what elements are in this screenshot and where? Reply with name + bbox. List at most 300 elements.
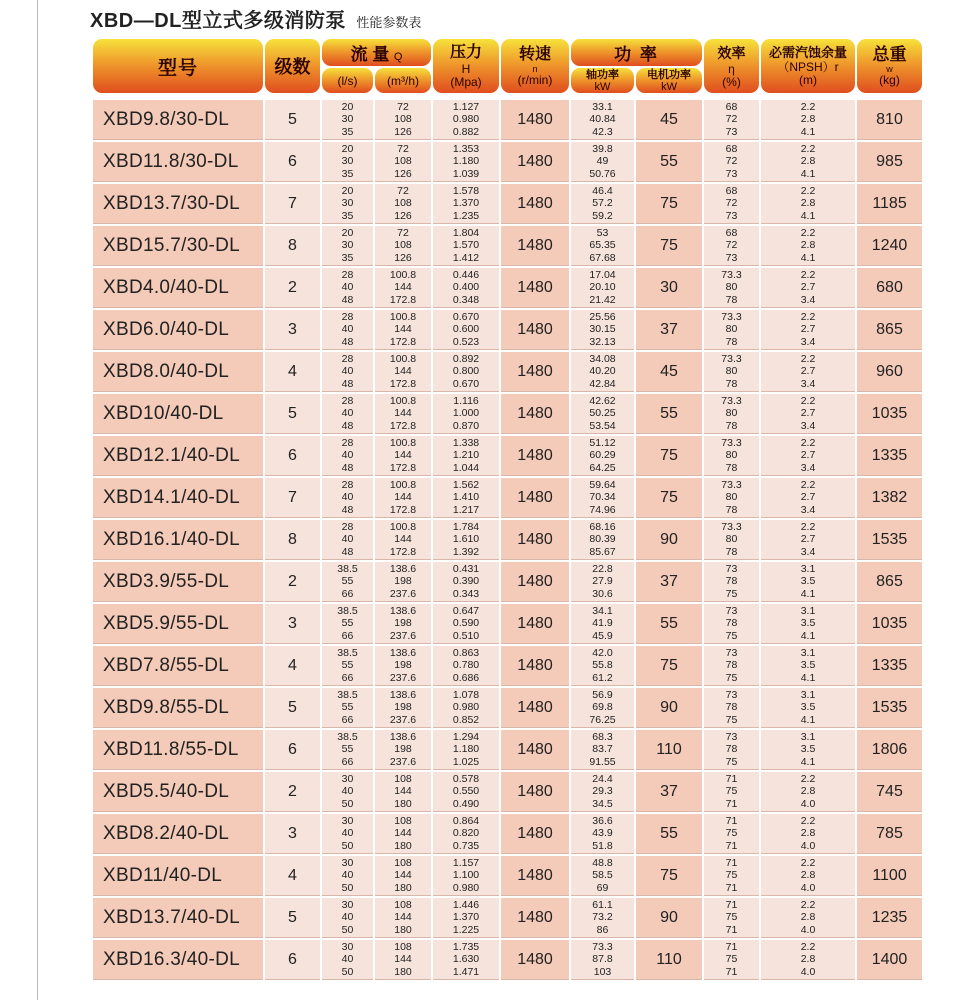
efficiency-cell-value: 78	[725, 659, 738, 672]
pressure-cell-value: 1.804	[452, 226, 480, 239]
flow-ls-cell-value: 30	[341, 155, 354, 168]
shaft-power-cell-value: 65.35	[589, 239, 616, 252]
flow-m3h-cell-value: 100.8	[389, 394, 417, 407]
shaft-power-cell-value: 30.6	[592, 587, 613, 600]
flow-m3h-cell-value: 172.8	[389, 419, 417, 432]
pressure-cell-value: 0.343	[452, 587, 480, 600]
flow-ls-cell-value: 20	[341, 142, 354, 155]
table-row	[93, 142, 922, 182]
shaft-power-cell	[571, 730, 634, 770]
flow-ls-cell-value: 40	[341, 869, 354, 882]
table-row	[93, 478, 922, 518]
flow-m3h-cell-value: 126	[394, 209, 412, 222]
flow-m3h-cell-value: 126	[394, 251, 412, 264]
header-shaft-power-label: 轴功率	[586, 68, 619, 81]
stages-cell: 5	[265, 394, 320, 434]
npsh-cell-value: 4.1	[800, 209, 816, 222]
pressure-cell	[433, 562, 499, 602]
efficiency-cell-value: 71	[725, 898, 738, 911]
npsh-cell	[761, 478, 855, 518]
motor-power-cell: 37	[636, 562, 702, 602]
npsh-cell-value: 3.5	[800, 701, 816, 714]
performance-table	[91, 37, 924, 982]
efficiency-cell-value: 78	[725, 545, 738, 558]
flow-m3h-cell-value: 108	[394, 772, 412, 785]
npsh-cell-value: 2.2	[800, 100, 816, 113]
model-cell: XBD9.8/30-DL	[93, 100, 263, 140]
flow-m3h-cell-value: 144	[394, 533, 412, 546]
shaft-power-cell-value: 59.64	[589, 478, 616, 491]
shaft-power-cell-value: 67.68	[589, 251, 616, 264]
speed-cell: 1480	[501, 898, 569, 938]
efficiency-cell	[704, 184, 759, 224]
shaft-power-cell-value: 73.3	[592, 940, 613, 953]
shaft-power-cell	[571, 184, 634, 224]
model-cell: XBD12.1/40-DL	[93, 436, 263, 476]
flow-m3h-cell-value: 172.8	[389, 503, 417, 516]
flow-ls-cell-value: 48	[341, 293, 354, 306]
flow-ls-cell-value: 40	[341, 281, 354, 294]
efficiency-cell-value: 80	[725, 281, 738, 294]
shaft-power-cell-value: 56.9	[592, 688, 613, 701]
stages-cell: 7	[265, 184, 320, 224]
npsh-cell	[761, 310, 855, 350]
pressure-cell	[433, 814, 499, 854]
flow-m3h-cell	[375, 226, 431, 266]
shaft-power-cell-value: 30.15	[589, 323, 616, 336]
flow-m3h-cell-value: 172.8	[389, 335, 417, 348]
npsh-cell-value: 2.7	[800, 281, 816, 294]
flow-ls-cell-value: 48	[341, 503, 354, 516]
flow-ls-cell-value: 66	[341, 713, 354, 726]
npsh-cell-value: 2.8	[800, 239, 816, 252]
efficiency-cell-value: 73	[725, 209, 738, 222]
table-row	[93, 730, 922, 770]
npsh-cell	[761, 772, 855, 812]
flow-m3h-cell-value: 144	[394, 827, 412, 840]
header-npsh-unit: (m)	[799, 73, 818, 87]
shaft-power-cell-value: 70.34	[589, 491, 616, 504]
flow-ls-cell-value: 38.5	[337, 604, 358, 617]
flow-ls-cell-value: 30	[341, 772, 354, 785]
npsh-cell	[761, 100, 855, 140]
stages-cell: 4	[265, 856, 320, 896]
shaft-power-cell-value: 61.1	[592, 898, 613, 911]
pressure-cell-value: 0.600	[452, 323, 480, 336]
header-weight-unit: (kg)	[879, 73, 900, 87]
efficiency-cell-value: 75	[725, 629, 738, 642]
shaft-power-cell	[571, 142, 634, 182]
npsh-cell-value: 2.7	[800, 407, 816, 420]
efficiency-cell-value: 78	[725, 461, 738, 474]
flow-m3h-cell-value: 198	[394, 701, 412, 714]
shaft-power-cell-value: 34.5	[592, 797, 613, 810]
pressure-cell-value: 0.348	[452, 293, 480, 306]
flow-m3h-cell-value: 108	[394, 155, 412, 168]
flow-ls-cell-value: 40	[341, 407, 354, 420]
flow-m3h-cell	[375, 142, 431, 182]
shaft-power-cell-value: 87.8	[592, 953, 613, 966]
flow-ls-cell	[322, 520, 373, 560]
header-flow-symbol: Q	[393, 51, 403, 63]
pressure-cell-value: 0.431	[452, 562, 480, 575]
npsh-cell-value: 2.2	[800, 772, 816, 785]
npsh-cell	[761, 856, 855, 896]
table-row	[93, 520, 922, 560]
flow-ls-cell-value: 55	[341, 575, 354, 588]
table-row	[93, 940, 922, 980]
npsh-cell-value: 2.8	[800, 827, 816, 840]
pressure-cell-value: 1.217	[452, 503, 480, 516]
pressure-cell	[433, 730, 499, 770]
flow-ls-cell-value: 28	[341, 310, 354, 323]
table-body	[93, 100, 922, 980]
flow-m3h-cell-value: 144	[394, 953, 412, 966]
npsh-cell-value: 2.2	[800, 142, 816, 155]
flow-m3h-cell	[375, 520, 431, 560]
pressure-cell	[433, 142, 499, 182]
pressure-cell	[433, 226, 499, 266]
efficiency-cell	[704, 856, 759, 896]
npsh-cell-value: 2.2	[800, 856, 816, 869]
efficiency-cell	[704, 520, 759, 560]
flow-ls-cell-value: 38.5	[337, 688, 358, 701]
npsh-cell-value: 2.7	[800, 323, 816, 336]
efficiency-cell	[704, 688, 759, 728]
pressure-cell-value: 0.735	[452, 839, 480, 852]
npsh-cell-value: 3.4	[800, 503, 816, 516]
flow-m3h-cell-value: 138.6	[389, 688, 417, 701]
pressure-cell-value: 1.225	[452, 923, 480, 936]
flow-m3h-cell-value: 72	[397, 226, 409, 239]
speed-cell: 1480	[501, 562, 569, 602]
efficiency-cell-value: 68	[725, 226, 738, 239]
npsh-cell-value: 2.2	[800, 184, 816, 197]
flow-ls-cell-value: 50	[341, 839, 354, 852]
npsh-cell	[761, 520, 855, 560]
shaft-power-cell	[571, 940, 634, 980]
header-efficiency	[704, 39, 759, 93]
header-motor-power-label: 电机功率	[647, 68, 691, 81]
efficiency-cell	[704, 100, 759, 140]
flow-m3h-cell-value: 198	[394, 575, 412, 588]
efficiency-cell-value: 71	[725, 797, 738, 810]
header-speed-symbol: n	[532, 64, 538, 74]
motor-power-cell: 75	[636, 856, 702, 896]
npsh-cell-value: 4.1	[800, 629, 816, 642]
model-cell: XBD13.7/30-DL	[93, 184, 263, 224]
shaft-power-cell-value: 36.6	[592, 814, 613, 827]
pressure-cell-value: 1.392	[452, 545, 480, 558]
npsh-cell-value: 2.8	[800, 113, 816, 126]
flow-ls-cell	[322, 100, 373, 140]
pressure-cell-value: 0.590	[452, 617, 480, 630]
npsh-cell-value: 3.1	[800, 646, 816, 659]
pressure-cell-value: 0.820	[452, 827, 480, 840]
npsh-cell	[761, 352, 855, 392]
model-cell: XBD14.1/40-DL	[93, 478, 263, 518]
npsh-cell-value: 3.4	[800, 377, 816, 390]
efficiency-cell-value: 71	[725, 772, 738, 785]
shaft-power-cell-value: 55.8	[592, 659, 613, 672]
flow-ls-cell-value: 66	[341, 629, 354, 642]
flow-m3h-cell-value: 144	[394, 323, 412, 336]
flow-ls-cell-value: 40	[341, 785, 354, 798]
efficiency-cell-value: 73	[725, 251, 738, 264]
flow-ls-cell-value: 35	[341, 209, 354, 222]
efficiency-cell-value: 73	[725, 167, 738, 180]
flow-ls-cell-value: 48	[341, 377, 354, 390]
npsh-cell-value: 4.1	[800, 587, 816, 600]
shaft-power-cell	[571, 520, 634, 560]
efficiency-cell-value: 68	[725, 184, 738, 197]
efficiency-cell-value: 71	[725, 856, 738, 869]
speed-cell: 1480	[501, 772, 569, 812]
efficiency-cell-value: 71	[725, 881, 738, 894]
header-weight-symbol: w	[886, 64, 893, 74]
shaft-power-cell-value: 42.3	[592, 125, 613, 138]
flow-ls-cell-value: 40	[341, 911, 354, 924]
motor-power-cell: 37	[636, 772, 702, 812]
efficiency-cell-value: 78	[725, 575, 738, 588]
efficiency-cell-value: 73.3	[721, 478, 742, 491]
pressure-cell-value: 1.000	[452, 407, 480, 420]
header-shaft-power-unit: kW	[594, 80, 611, 93]
pressure-cell-value: 1.410	[452, 491, 480, 504]
pressure-cell-value: 1.630	[452, 953, 480, 966]
flow-ls-cell-value: 30	[341, 856, 354, 869]
model-cell: XBD9.8/55-DL	[93, 688, 263, 728]
flow-ls-cell	[322, 352, 373, 392]
flow-m3h-cell-value: 144	[394, 869, 412, 882]
model-cell: XBD4.0/40-DL	[93, 268, 263, 308]
weight-cell: 865	[857, 562, 922, 602]
shaft-power-cell-value: 33.1	[592, 100, 613, 113]
npsh-cell-value: 2.8	[800, 785, 816, 798]
efficiency-cell-value: 73.3	[721, 310, 742, 323]
speed-cell: 1480	[501, 814, 569, 854]
table-header	[93, 39, 922, 98]
flow-ls-cell-value: 28	[341, 352, 354, 365]
pressure-cell-value: 1.039	[452, 167, 480, 180]
shaft-power-cell-value: 86	[596, 923, 609, 936]
model-cell: XBD3.9/55-DL	[93, 562, 263, 602]
shaft-power-cell-value: 34.08	[589, 352, 616, 365]
flow-ls-cell-value: 66	[341, 755, 354, 768]
pressure-cell	[433, 898, 499, 938]
table-row	[93, 604, 922, 644]
stages-cell: 8	[265, 520, 320, 560]
pressure-cell	[433, 520, 499, 560]
weight-cell: 810	[857, 100, 922, 140]
pressure-cell-value: 1.570	[452, 239, 480, 252]
pressure-cell-value: 0.670	[452, 310, 480, 323]
shaft-power-cell-value: 42.62	[589, 394, 616, 407]
efficiency-cell-value: 78	[725, 419, 738, 432]
shaft-power-cell-value: 91.55	[589, 755, 616, 768]
pressure-cell-value: 0.864	[452, 814, 480, 827]
flow-m3h-cell-value: 72	[397, 142, 409, 155]
flow-ls-cell-value: 28	[341, 268, 354, 281]
flow-m3h-cell-value: 198	[394, 743, 412, 756]
flow-ls-cell	[322, 856, 373, 896]
npsh-cell-value: 3.1	[800, 730, 816, 743]
model-cell: XBD11.8/30-DL	[93, 142, 263, 182]
pressure-cell-value: 0.780	[452, 659, 480, 672]
stages-cell: 2	[265, 268, 320, 308]
shaft-power-cell	[571, 856, 634, 896]
npsh-cell	[761, 226, 855, 266]
efficiency-cell-value: 73.3	[721, 520, 742, 533]
header-flow-ls: (l/s)	[322, 68, 373, 93]
pressure-cell-value: 1.562	[452, 478, 480, 491]
efficiency-cell-value: 80	[725, 491, 738, 504]
table-row	[93, 268, 922, 308]
npsh-cell-value: 2.2	[800, 310, 816, 323]
shaft-power-cell-value: 17.04	[589, 268, 616, 281]
flow-m3h-cell-value: 144	[394, 281, 412, 294]
npsh-cell-value: 2.7	[800, 449, 816, 462]
pressure-cell-value: 1.180	[452, 743, 480, 756]
npsh-cell-value: 4.1	[800, 167, 816, 180]
shaft-power-cell	[571, 478, 634, 518]
pressure-cell-value: 0.390	[452, 575, 480, 588]
pressure-cell-value: 1.784	[452, 520, 480, 533]
weight-cell: 985	[857, 142, 922, 182]
pressure-cell-value: 1.578	[452, 184, 480, 197]
npsh-cell-value: 4.1	[800, 125, 816, 138]
efficiency-cell-value: 68	[725, 100, 738, 113]
motor-power-cell: 75	[636, 436, 702, 476]
stages-cell: 5	[265, 100, 320, 140]
shaft-power-cell-value: 51.8	[592, 839, 613, 852]
npsh-cell-value: 2.8	[800, 155, 816, 168]
efficiency-cell-value: 73	[725, 688, 738, 701]
flow-m3h-cell-value: 108	[394, 239, 412, 252]
pressure-cell-value: 0.870	[452, 419, 480, 432]
header-efficiency-label: 效率	[717, 45, 746, 61]
npsh-cell-value: 2.8	[800, 953, 816, 966]
header-power: 功 率	[571, 39, 702, 66]
model-cell: XBD11/40-DL	[93, 856, 263, 896]
flow-ls-cell-value: 20	[341, 100, 354, 113]
flow-ls-cell-value: 38.5	[337, 562, 358, 575]
flow-ls-cell-value: 30	[341, 197, 354, 210]
speed-cell: 1480	[501, 184, 569, 224]
flow-m3h-cell	[375, 352, 431, 392]
motor-power-cell: 37	[636, 310, 702, 350]
flow-ls-cell-value: 50	[341, 797, 354, 810]
shaft-power-cell-value: 53.54	[589, 419, 616, 432]
efficiency-cell-value: 75	[725, 911, 738, 924]
flow-m3h-cell-value: 126	[394, 125, 412, 138]
speed-cell: 1480	[501, 142, 569, 182]
flow-m3h-cell	[375, 394, 431, 434]
flow-ls-cell-value: 28	[341, 436, 354, 449]
flow-m3h-cell	[375, 814, 431, 854]
efficiency-cell-value: 78	[725, 335, 738, 348]
flow-m3h-cell-value: 72	[397, 100, 409, 113]
weight-cell: 1535	[857, 520, 922, 560]
efficiency-cell	[704, 268, 759, 308]
npsh-cell-value: 2.2	[800, 352, 816, 365]
flow-ls-cell	[322, 142, 373, 182]
flow-m3h-cell	[375, 730, 431, 770]
header-pressure-unit: (Mpa)	[450, 75, 482, 89]
flow-ls-cell	[322, 940, 373, 980]
shaft-power-cell-value: 69	[596, 881, 609, 894]
flow-m3h-cell	[375, 184, 431, 224]
pressure-cell-value: 0.400	[452, 281, 480, 294]
weight-cell: 680	[857, 268, 922, 308]
flow-ls-cell-value: 48	[341, 335, 354, 348]
npsh-cell	[761, 646, 855, 686]
title-sub: 性能参数表	[356, 15, 422, 30]
weight-cell: 745	[857, 772, 922, 812]
flow-ls-cell	[322, 226, 373, 266]
shaft-power-cell-value: 68.3	[592, 730, 613, 743]
efficiency-cell	[704, 478, 759, 518]
npsh-cell	[761, 688, 855, 728]
speed-cell: 1480	[501, 646, 569, 686]
shaft-power-cell-value: 29.3	[592, 785, 613, 798]
flow-m3h-cell	[375, 898, 431, 938]
model-cell: XBD8.2/40-DL	[93, 814, 263, 854]
npsh-cell-value: 2.2	[800, 436, 816, 449]
flow-ls-cell-value: 50	[341, 965, 354, 978]
shaft-power-cell-value: 42.84	[589, 377, 616, 390]
header-speed-unit: (r/min)	[517, 73, 553, 87]
npsh-cell	[761, 940, 855, 980]
flow-ls-cell-value: 40	[341, 323, 354, 336]
flow-m3h-cell-value: 237.6	[389, 713, 417, 726]
header-npsh-label: 必需汽蚀余量	[769, 45, 848, 60]
table-row	[93, 100, 922, 140]
table-row	[93, 772, 922, 812]
efficiency-cell	[704, 394, 759, 434]
npsh-cell-value: 2.2	[800, 478, 816, 491]
npsh-cell-value: 2.2	[800, 940, 816, 953]
flow-ls-cell	[322, 730, 373, 770]
npsh-cell-value: 4.0	[800, 923, 816, 936]
flow-m3h-cell-value: 100.8	[389, 478, 417, 491]
model-cell: XBD8.0/40-DL	[93, 352, 263, 392]
flow-ls-cell-value: 35	[341, 251, 354, 264]
pressure-cell-value: 1.044	[452, 461, 480, 474]
flow-m3h-cell-value: 108	[394, 940, 412, 953]
flow-m3h-cell	[375, 562, 431, 602]
motor-power-cell: 45	[636, 352, 702, 392]
flow-ls-cell-value: 50	[341, 923, 354, 936]
stages-cell: 4	[265, 646, 320, 686]
table-row	[93, 814, 922, 854]
shaft-power-cell-value: 73.2	[592, 911, 613, 924]
efficiency-cell	[704, 646, 759, 686]
flow-m3h-cell-value: 237.6	[389, 629, 417, 642]
flow-m3h-cell-value: 144	[394, 407, 412, 420]
speed-cell: 1480	[501, 940, 569, 980]
efficiency-cell-value: 80	[725, 449, 738, 462]
flow-m3h-cell-value: 198	[394, 659, 412, 672]
flow-m3h-cell	[375, 100, 431, 140]
flow-ls-cell-value: 66	[341, 587, 354, 600]
flow-m3h-cell-value: 172.8	[389, 293, 417, 306]
efficiency-cell-value: 71	[725, 940, 738, 953]
pressure-cell-value: 0.800	[452, 365, 480, 378]
speed-cell: 1480	[501, 730, 569, 770]
pressure-cell	[433, 100, 499, 140]
flow-ls-cell-value: 40	[341, 491, 354, 504]
